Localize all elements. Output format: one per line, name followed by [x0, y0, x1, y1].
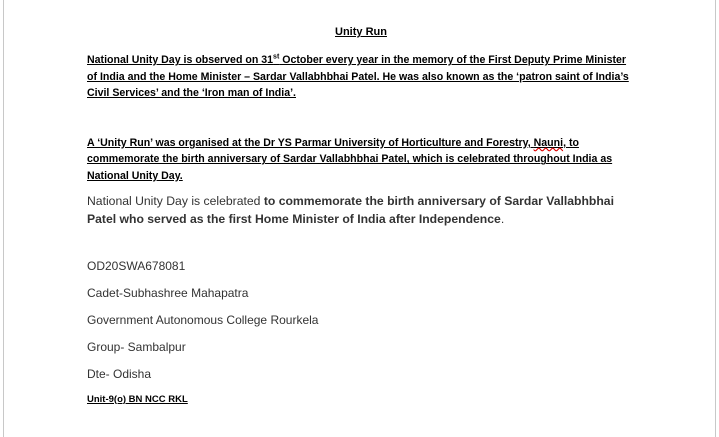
document-title: Unity Run	[335, 26, 387, 38]
page-border-left	[3, 0, 4, 437]
paragraph-national-unity-day	[87, 52, 635, 102]
directorate-name: Dte- Odisha	[87, 366, 152, 381]
para2-text-b: , to commemorate the birth anniversary of Sardar Vallabhbhai Patel, which is celebrated throughout India as National Unity Day.	[87, 136, 613, 182]
para1-text-a: National Unity Day is observed on 31	[87, 54, 274, 66]
cadet-id: OD20SWA678081	[87, 258, 186, 273]
para3-bold-text: to commemorate the birth anniversary of Sardar Vallabhbhai Patel who served as the first Home Minister of India after Independence	[87, 193, 614, 226]
para2-text-a: A ‘Unity Run’ was organised at the Dr YS Parmar University of Horticulture and Forestry,	[87, 136, 534, 149]
para3-end: .	[500, 211, 505, 226]
para1-superscript: st	[273, 53, 280, 61]
unit-name: Unit-9(o) BN NCC RKL	[87, 393, 188, 405]
paragraph-celebration	[87, 192, 635, 228]
misspelled-word[interactable]: Nauni	[533, 136, 564, 149]
cadet-details	[87, 258, 635, 407]
page-border-right	[715, 0, 716, 437]
para3-regular-text: National Unity Day is celebrated	[87, 193, 264, 208]
document-body	[87, 22, 635, 407]
group-name: Group- Sambalpur	[87, 339, 186, 354]
college-name: Government Autonomous College Rourkela	[87, 312, 319, 327]
cadet-name: Cadet-Subhashree Mahapatra	[87, 285, 249, 300]
para1-text-b: October every year in the memory of the First Deputy Prime Minister of India and the Home Minister – Sardar Vallabhbhai Patel. He was also known as the ‘patron saint of India’s Civil Services’ and the ‘Iron man of India’.	[87, 54, 629, 100]
paragraph-unity-run	[87, 135, 635, 185]
